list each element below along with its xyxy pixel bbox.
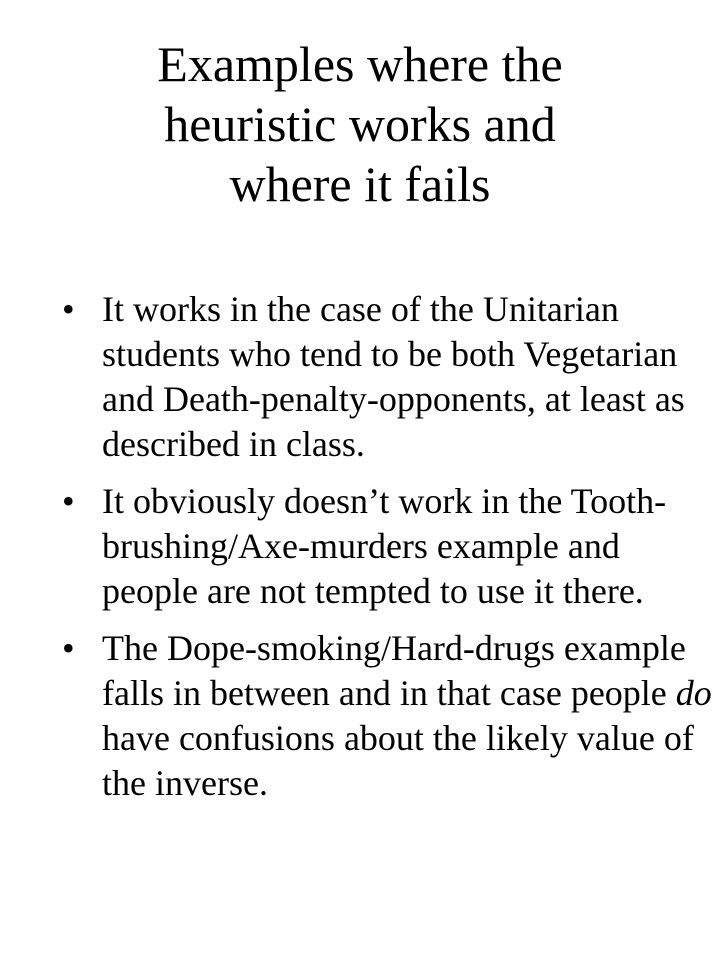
bullet-text-2: It obviously doesn’t work in the Tooth-brushing/Axe-murders example and people are not tempted to use it there.: [102, 481, 667, 611]
bullet-text-3-after: have confusions about the likely value of the inverse.: [102, 718, 694, 803]
bullet-text-3-emphasis: do: [675, 673, 712, 713]
bullet-item-1: [62, 287, 712, 467]
bullet-item-3: [62, 626, 712, 806]
bullet-icon: •: [62, 289, 75, 329]
bullet-item-2: [62, 479, 712, 614]
bullet-text-3: [102, 626, 712, 806]
bullet-list: [62, 287, 712, 818]
bullet-icon: •: [62, 481, 75, 521]
bullet-text-3-before: The Dope-smoking/Hard-drugs example falls in between and in that case people: [102, 628, 686, 713]
bullet-icon: •: [62, 628, 75, 668]
title-line-2: heuristic works and: [164, 96, 556, 152]
title-line-3: where it fails: [229, 156, 491, 212]
title-line-1: Examples where the: [157, 36, 563, 92]
bullet-text-1: It works in the case of the Unitarian students who tend to be both Vegetarian and Death-penalty-opponents, at least as described in class.: [102, 289, 685, 464]
slide-title: [0, 34, 720, 214]
